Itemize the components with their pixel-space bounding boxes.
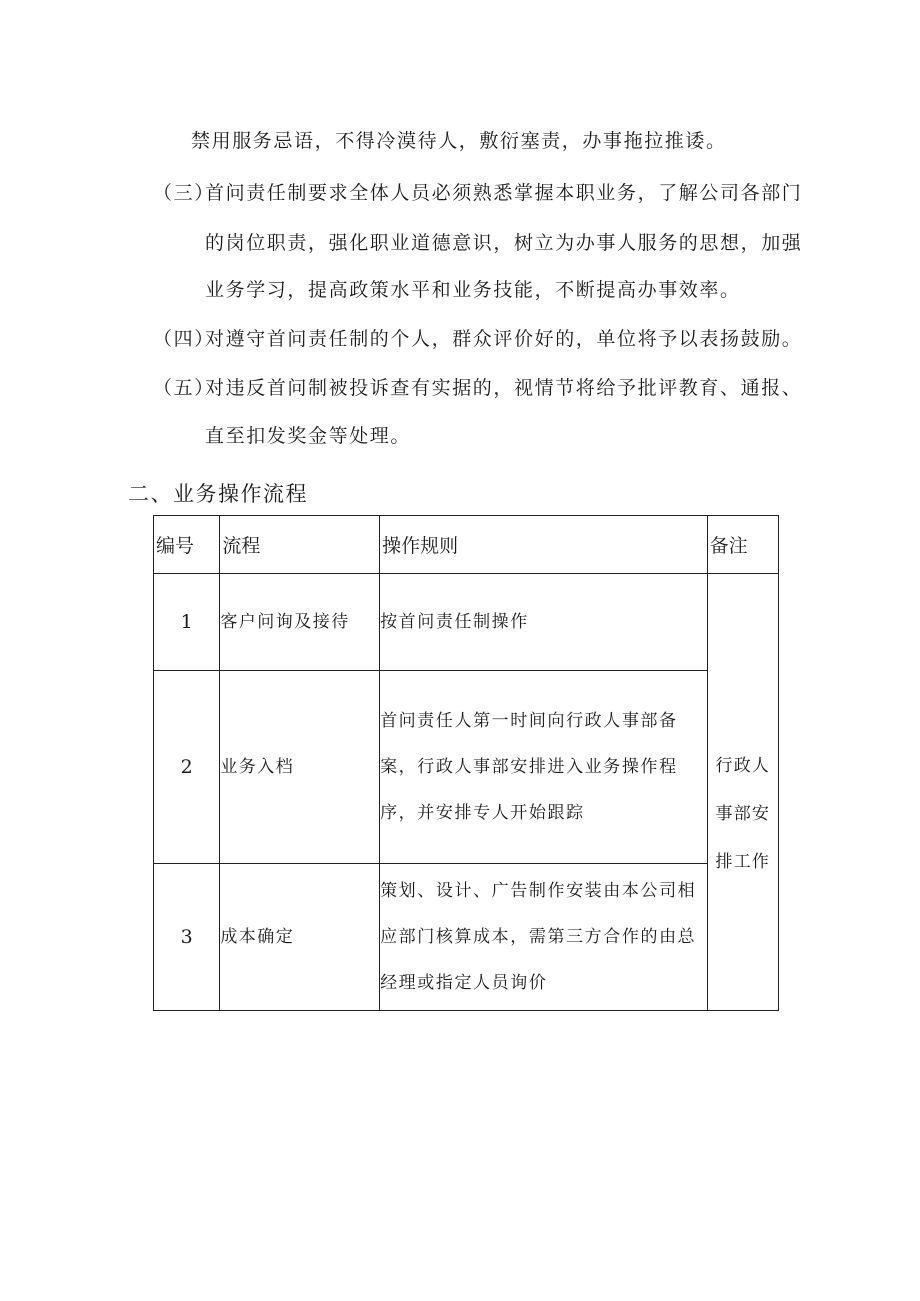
paragraph-number: （三） (153, 182, 215, 204)
table-row (154, 864, 779, 1011)
row-rule: 首问责任人第一时间向行政人事部备案，行政人事部安排进入业务操作程序，并安排专人开始跟踪 (380, 671, 708, 864)
section-heading: 二、业务操作流程 (128, 482, 308, 506)
paragraph-number: （四） (153, 328, 215, 350)
paragraph-3-line-1 (153, 181, 802, 205)
header-rule: 操作规则 (380, 516, 708, 574)
row-rule: 策划、设计、广告制作安装由本公司相应部门核算成本，需第三方合作的由总经理或指定人员询价 (380, 864, 708, 1011)
header-num: 编号 (154, 516, 220, 574)
table-row (154, 574, 779, 671)
row-num: 3 (154, 864, 220, 1011)
paragraph-text: 首问责任制要求全体人员必须熟悉掌握本职业务，了解公司各部门 (205, 182, 803, 204)
header-flow: 流程 (220, 516, 380, 574)
table-header-row (154, 516, 779, 574)
row-flow: 客户问询及接待 (220, 574, 380, 671)
paragraph-5-line-1 (153, 376, 802, 400)
paragraph-line: 禁用服务忌语，不得冷漠待人，敷衍塞责，办事拖拉推诿。 (191, 130, 727, 152)
table-row (154, 671, 779, 864)
process-table (153, 515, 779, 1011)
row-rule: 按首问责任制操作 (380, 574, 708, 671)
paragraph-5-line-2: 直至扣发奖金等处理。 (205, 425, 412, 447)
paragraph-3-line-2: 的岗位职责，强化职业道德意识，树立为办事人服务的思想，加强 (205, 232, 803, 254)
header-note: 备注 (707, 516, 778, 574)
row-flow: 成本确定 (220, 864, 380, 1011)
paragraph-text: 对违反首问制被投诉查有实据的，视情节将给予批评教育、通报、 (205, 377, 803, 399)
paragraph-4-line-1 (153, 327, 802, 351)
paragraph-text: 对遵守首问责任制的个人，群众评价好的，单位将予以表扬鼓励。 (205, 328, 803, 350)
row-num: 1 (154, 574, 220, 671)
paragraph-number: （五） (153, 377, 215, 399)
row-flow: 业务入档 (220, 671, 380, 864)
row-num: 2 (154, 671, 220, 864)
paragraph-3-line-3: 业务学习，提高政策水平和业务技能，不断提高办事效率。 (205, 279, 741, 301)
note-text: 行政人事部安排工作 (715, 756, 771, 872)
note-cell (707, 574, 778, 1011)
